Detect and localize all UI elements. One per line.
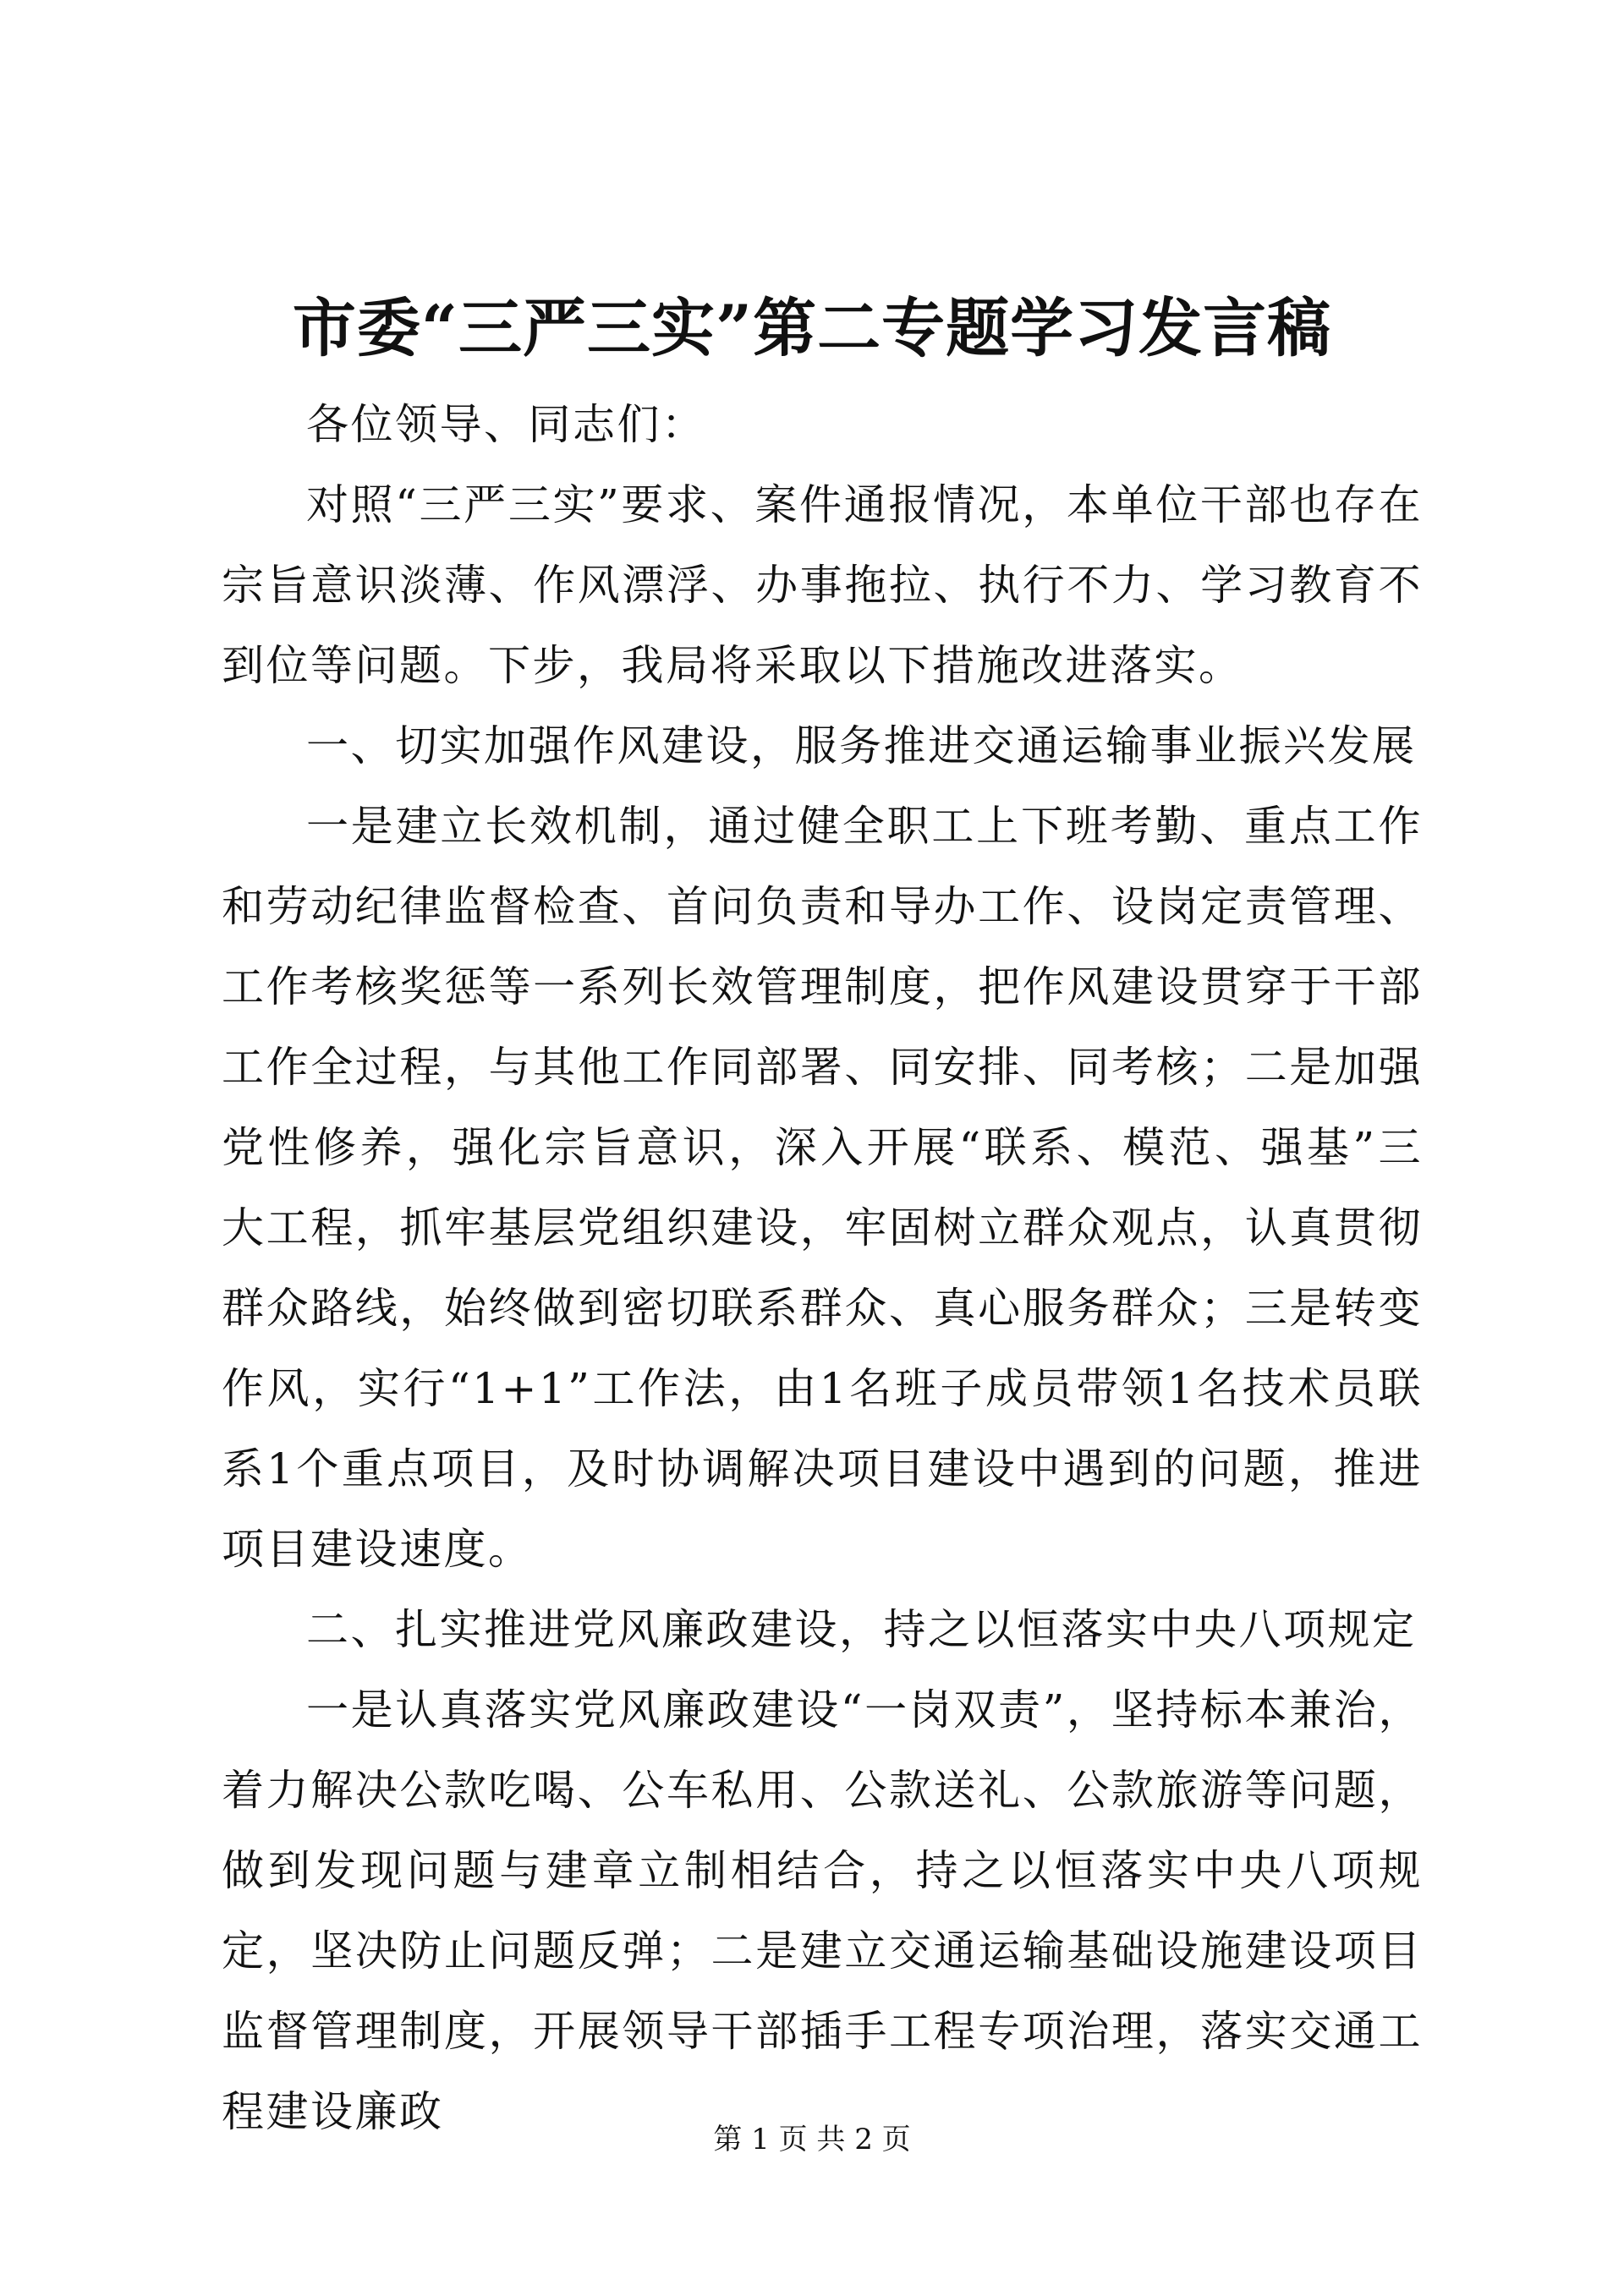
intro-paragraph: 对照“三严三实”要求、案件通报情况，本单位干部也存在宗旨意识淡薄、作风漂浮、办事拖拉、执行不力、学习教育不到位等问题。下步，我局将采取以下措施改进落实。 — [222, 480, 1423, 690]
section-2-paragraph: 一是认真落实党风廉政建设“一岗双责”，坚持标本兼治，着力解决公款吃喝、公车私用、公款送礼、公款旅游等问题，做到发现问题与建章立制相结合，持之以恒落实中央八项规定，坚决防止问题反弹；二是建立交通运输基础设施建设项目监督管理制度，开展领导干部插手工程专项治理，落实交通工程建设廉政 — [222, 1685, 1423, 2136]
section-heading-1: 一、切实加强作风建设，服务推进交通运输事业振兴发展 — [306, 721, 1417, 770]
section-heading-2: 二、扎实推进党风廉政建设，持之以恒落实中央八项规定 — [306, 1605, 1417, 1654]
page-number-footer: 第 1 页 共 2 页 — [713, 2123, 911, 2156]
document-title: 市委“三严三实”第二专题学习发言稿 — [292, 291, 1332, 365]
section-1-paragraph: 一是建立长效机制，通过健全职工上下班考勤、重点工作和劳动纪律监督检查、首问负责和导办工作、设岗定责管理、工作考核奖惩等一系列长效管理制度，把作风建设贯穿于干部工作全过程，与其他工作同部署、同安排、同考核；二是加强党性修养，强化宗旨意识，深入开展“联系、模范、强基”三大工程，抓牢基层党组织建设，牢固树立群众观点，认真贯彻群众路线，始终做到密切联系群众、真心服务群众；三是转变作风，实行“1+1”工作法，由1名班子成员带领1名技术员联系1个重点项目，及时协调解决项目建设中遇到的问题，推进项目建设速度。 — [222, 802, 1423, 1574]
document-body — [222, 385, 1423, 2152]
salutation: 各位领导、同志们： — [306, 400, 706, 449]
